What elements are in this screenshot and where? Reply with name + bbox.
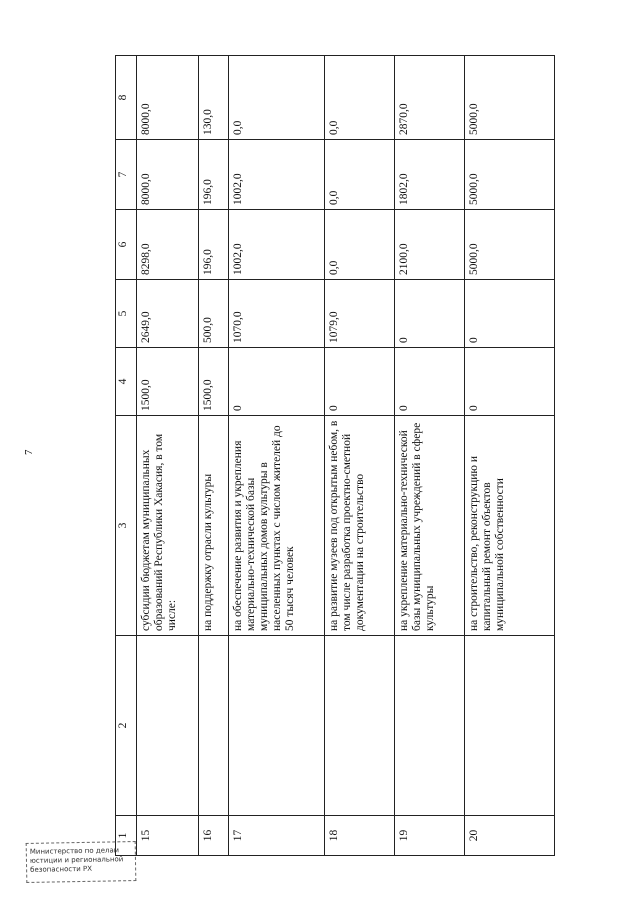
row-value-7: 0,0 bbox=[325, 140, 395, 210]
row-value-4: 0 bbox=[465, 348, 555, 416]
row-value-8: 130,0 bbox=[199, 56, 229, 140]
table-row bbox=[325, 56, 395, 856]
header-cell-8: 8 bbox=[116, 56, 137, 140]
row-code bbox=[325, 636, 395, 816]
row-value-6: 196,0 bbox=[199, 210, 229, 280]
table-row bbox=[395, 56, 465, 856]
table-row bbox=[229, 56, 325, 856]
row-value-8: 0,0 bbox=[325, 56, 395, 140]
row-value-7: 1002,0 bbox=[229, 140, 325, 210]
row-number: 19 bbox=[395, 816, 465, 856]
header-cell-7: 7 bbox=[116, 140, 137, 210]
row-value-5: 1079,0 bbox=[325, 280, 395, 348]
header-cell-6: 6 bbox=[116, 210, 137, 280]
row-value-6: 0,0 bbox=[325, 210, 395, 280]
row-value-7: 5000,0 bbox=[465, 140, 555, 210]
row-value-4: 1500,0 bbox=[137, 348, 199, 416]
row-value-6: 8298,0 bbox=[137, 210, 199, 280]
page-number: 7 bbox=[23, 449, 35, 455]
row-description: на поддержку отрасли культуры bbox=[199, 416, 229, 636]
row-code bbox=[199, 636, 229, 816]
row-code bbox=[465, 636, 555, 816]
row-value-6: 5000,0 bbox=[465, 210, 555, 280]
row-value-4: 0 bbox=[325, 348, 395, 416]
budget-table bbox=[115, 55, 555, 856]
row-value-5: 0 bbox=[395, 280, 465, 348]
stamp-line: юстиции и региональной bbox=[29, 855, 124, 865]
row-code bbox=[229, 636, 325, 816]
row-value-4: 1500,0 bbox=[199, 348, 229, 416]
header-cell-2: 2 bbox=[116, 636, 137, 816]
row-value-8: 5000,0 bbox=[465, 56, 555, 140]
row-value-4: 0 bbox=[229, 348, 325, 416]
header-cell-5: 5 bbox=[116, 280, 137, 348]
row-number: 15 bbox=[137, 816, 199, 856]
row-value-8: 2870,0 bbox=[395, 56, 465, 140]
header-cell-3: 3 bbox=[116, 416, 137, 636]
row-value-4: 0 bbox=[395, 348, 465, 416]
header-cell-1: 1 bbox=[116, 816, 137, 856]
row-value-7: 1802,0 bbox=[395, 140, 465, 210]
row-value-6: 2100,0 bbox=[395, 210, 465, 280]
stamp-line: Министерство по делам bbox=[29, 846, 120, 856]
row-value-6: 1002,0 bbox=[229, 210, 325, 280]
row-value-7: 8000,0 bbox=[137, 140, 199, 210]
row-description: субсидии бюджетам муниципальных образований Республики Хакасия, в том числе: bbox=[137, 416, 199, 636]
row-value-5: 2649,0 bbox=[137, 280, 199, 348]
table-row bbox=[137, 56, 199, 856]
row-number: 16 bbox=[199, 816, 229, 856]
row-description: на обеспечение развития и укрепления материально-технической базы муниципальных домов культуры в населенных пунктах с числом жителей до 50 тысяч человек bbox=[229, 416, 325, 636]
row-value-5: 1070,0 bbox=[229, 280, 325, 348]
budget-table-rotated bbox=[115, 56, 555, 856]
row-code bbox=[395, 636, 465, 816]
table-row bbox=[199, 56, 229, 856]
row-value-8: 0,0 bbox=[229, 56, 325, 140]
table-row bbox=[465, 56, 555, 856]
row-code bbox=[137, 636, 199, 816]
row-description: на развитие музеев под открытым небом, в том числе разработка проектно-сметной документации на строительство bbox=[325, 416, 395, 636]
row-value-5: 500,0 bbox=[199, 280, 229, 348]
stamp-line: безопасности РХ bbox=[30, 864, 93, 874]
row-value-8: 8000,0 bbox=[137, 56, 199, 140]
row-value-5: 0 bbox=[465, 280, 555, 348]
row-description: на укрепление материально-технической базы муниципальных учреждений в сфере культуры bbox=[395, 416, 465, 636]
row-number: 17 bbox=[229, 816, 325, 856]
row-number: 20 bbox=[465, 816, 555, 856]
row-value-7: 196,0 bbox=[199, 140, 229, 210]
header-row bbox=[116, 56, 137, 856]
registration-stamp bbox=[26, 841, 137, 883]
row-description: на строительство, реконструкцию и капитальный ремонт объектов муниципальной собственности bbox=[465, 416, 555, 636]
header-cell-4: 4 bbox=[116, 348, 137, 416]
row-number: 18 bbox=[325, 816, 395, 856]
